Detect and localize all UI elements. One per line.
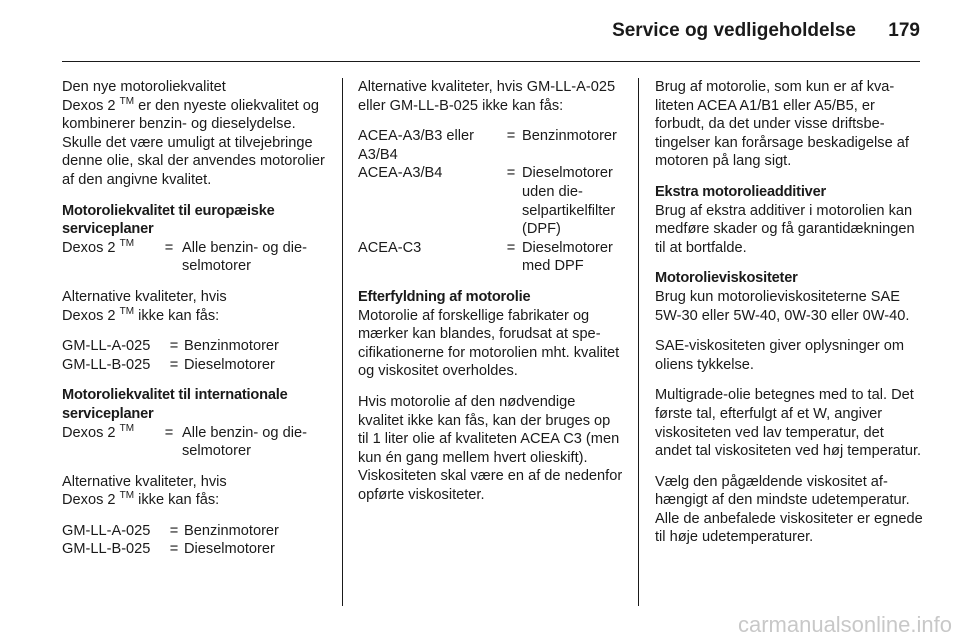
spec-label: GM-LL-B-025 — [62, 356, 151, 373]
paragraph: Vælg den pågældende viskositet afhængigt af den mindste udetemperatur. Alle de anbefalede viskositeter er egnede til høje udetemperaturer. — [655, 473, 923, 546]
paragraph: Brug kun motorolieviskositeterne SAE 5W-30 eller 5W-40, 0W-30 eller 0W-40. — [655, 288, 910, 324]
equals-sign: = — [169, 356, 179, 373]
spec-table — [62, 522, 279, 559]
spec-value: Benzinmotorer — [184, 522, 279, 539]
page-title: Service og vedligeholdelse — [612, 20, 856, 41]
alt-text: ikke kan fås: — [134, 307, 220, 324]
column-1 — [62, 78, 330, 571]
page-header — [0, 0, 960, 62]
spec-value: Alle benzin- og dieselmotorer — [182, 424, 307, 460]
section-heading: Motoroliekvalitet til internationale serviceplaner — [62, 387, 288, 422]
spec-label: ACEA-A3/B3 eller A3/B4 — [358, 128, 474, 163]
column-divider — [638, 78, 639, 606]
paragraph: Motorolie af forskellige fabrikater og mærker kan blandes, forudsat at specifikationerne for motorolien mht. kvalitet og viskositet overholdes. — [358, 307, 620, 380]
section-heading: Motoroliekvalitet til europæiske serviceplaner — [62, 202, 275, 238]
spec-label: ACEA-A3/B4 — [358, 165, 443, 182]
alt-paragraph — [62, 288, 330, 325]
table-row — [358, 127, 622, 164]
column-divider — [342, 78, 343, 606]
table-row — [62, 522, 279, 541]
trademark: TM — [119, 305, 135, 317]
spec-table — [62, 424, 322, 461]
header-rule — [62, 61, 920, 62]
table-row — [62, 540, 279, 559]
table-row — [62, 356, 279, 375]
paragraph: Brug af motorolie, som kun er af kvaliteten ACEA A1/B1 eller A5/B5, er forbudt, da det under visse driftsbetingelser kan forårsage beskadigelse af motoren på lang sigt. — [655, 79, 909, 170]
spec-value: Dieselmotorer med DPF — [522, 239, 613, 275]
alt-text: Alternative kvaliteter, hvis — [62, 288, 227, 305]
equals-sign: = — [164, 239, 174, 256]
column-3 — [655, 78, 923, 559]
paragraph: Hvis motorolie af den nødvendige kvalitet ikke kan fås, kan der bruges op til 1 liter olie af kvaliteten ACEA C3 (men kun én gang mellem hvert olieskift). Viskositeten skal være en af de nedenfor opførte viskositeter. — [358, 393, 623, 503]
spec-table — [62, 337, 279, 374]
table-row — [62, 239, 322, 276]
paragraph: Multigrade-olie betegnes med to tal. Det første tal, efterfulgt af et W, angiver viskositeten ved lav temperatur, det andet tal viskositeten ved høj temperatur. — [655, 387, 922, 460]
spec-label: Dexos 2 ™ — [62, 237, 135, 256]
spec-label: GM-LL-B-025 — [62, 541, 151, 558]
watermark: carmanualsonline.info — [737, 612, 952, 637]
column-2 — [358, 78, 623, 516]
spec-value: Dieselmotorer — [184, 356, 275, 373]
equals-sign: = — [506, 128, 516, 145]
spec-table — [358, 127, 622, 276]
table-row — [358, 164, 622, 238]
equals-sign: = — [164, 424, 174, 441]
spec-label: GM-LL-A-025 — [62, 338, 151, 355]
table-row — [358, 239, 622, 276]
spec-value: Dieselmotorer uden dieselpartikelfilter (DPF) — [522, 165, 616, 238]
alt-paragraph: Alternative kvaliteter, hvis GM-LL-A-025 eller GM-LL-B-025 ikke kan fås: — [358, 79, 616, 114]
dexos-label: Dexos 2 — [62, 492, 116, 509]
page-number: 179 — [888, 20, 920, 41]
trademark: TM — [119, 490, 135, 502]
equals-sign: = — [506, 165, 516, 182]
equals-sign: = — [169, 522, 179, 539]
intro-line: Den nye motoroliekvalitet — [62, 79, 226, 95]
equals-sign: = — [169, 338, 179, 355]
alt-text: ikke kan fås: — [134, 492, 220, 509]
spec-label: GM-LL-A-025 — [62, 522, 151, 539]
section-heading: Efterfyldning af motorolie — [358, 288, 531, 305]
intro-paragraph — [62, 78, 330, 190]
spec-label: Dexos 2 ™ — [62, 422, 135, 441]
equals-sign: = — [506, 239, 516, 256]
equals-sign: = — [169, 541, 179, 558]
spec-value: Benzinmotorer — [184, 338, 279, 355]
spec-table — [62, 239, 322, 276]
table-row — [62, 424, 322, 461]
paragraph: SAE-viskositeten giver oplysninger om oliens tykkelse. — [655, 338, 905, 373]
trademark: TM — [119, 95, 135, 107]
spec-value: Dieselmotorer — [184, 541, 275, 558]
section-heading: Ekstra motorolieadditiver — [655, 183, 826, 200]
paragraph: Brug af ekstra additiver i motorolien kan medføre skader og få garantidækningen til at bortfalde. — [655, 202, 915, 256]
dexos-label: Dexos 2 — [62, 307, 116, 324]
spec-label: ACEA-C3 — [358, 239, 422, 256]
intro-text: er den nyeste oliekvalitet og kombinerer benzin- og dieselydelse. Skulle det være umuligt at tilvejebringe denne olie, skal der anvendes motorolier af den angivne kvalitet. — [62, 97, 325, 188]
dexos-label: Dexos 2 — [62, 97, 116, 114]
section-heading: Motorolieviskositeter — [655, 270, 798, 287]
spec-value: Benzinmotorer — [522, 128, 617, 145]
table-row — [62, 337, 279, 356]
spec-value: Alle benzin- og dieselmotorer — [182, 239, 307, 275]
alt-paragraph — [62, 473, 330, 510]
alt-text: Alternative kvaliteter, hvis — [62, 473, 227, 490]
